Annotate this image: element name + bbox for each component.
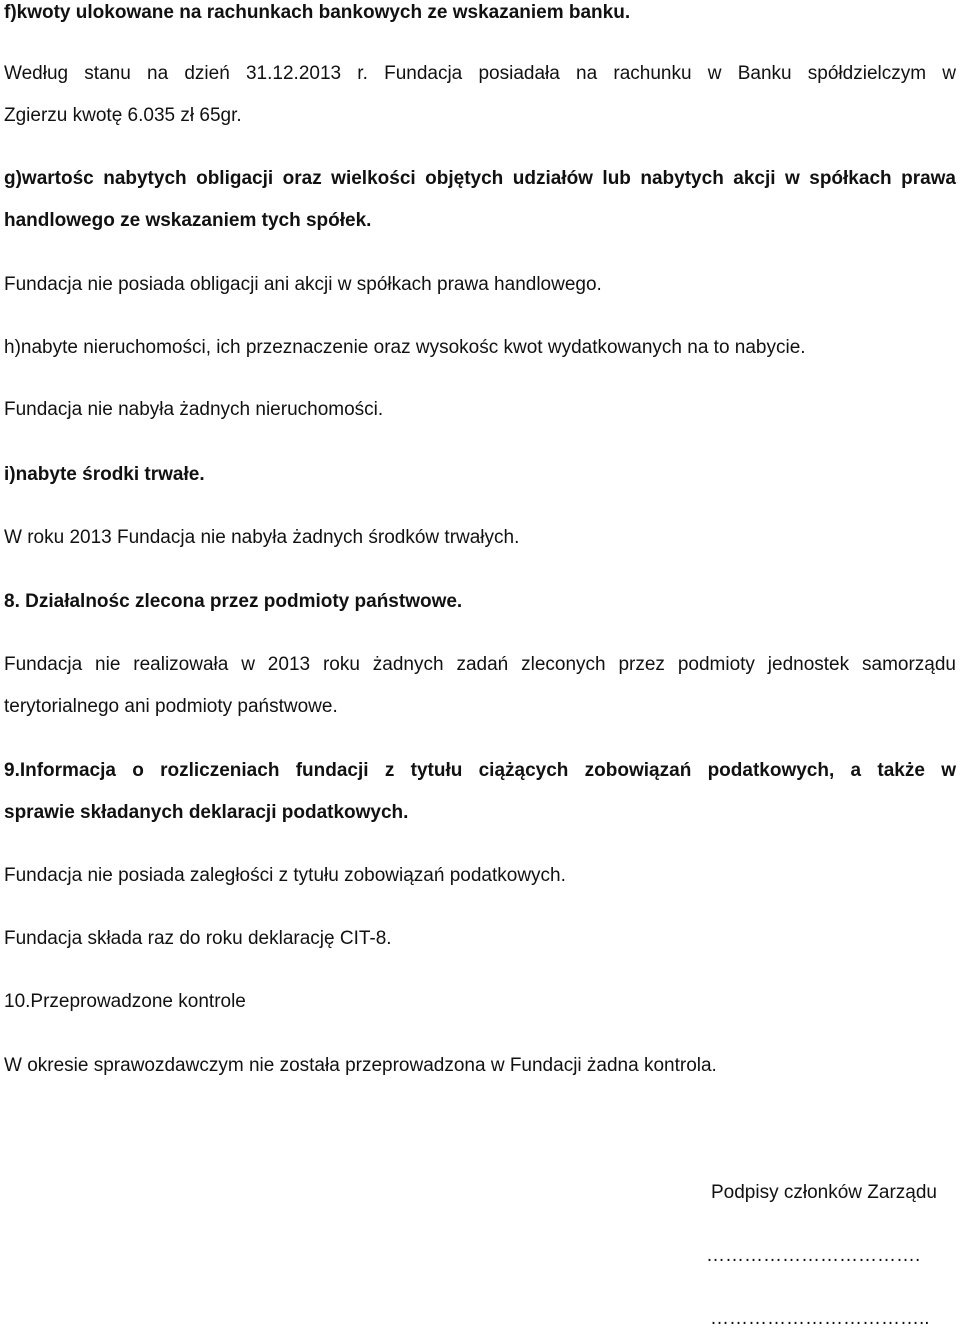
section-9-heading-line1: 9.Informacja o rozliczeniach fundacji z tytułu ciążących zobowiązań podatkowych, a także w <box>4 760 956 781</box>
section-i-text: W roku 2013 Fundacja nie nabyła żadnych środków trwałych. <box>4 527 520 548</box>
section-9-text-1: Fundacja nie posiada zaległości z tytułu zobowiązań podatkowych. <box>4 865 566 886</box>
section-9-heading-line2: sprawie składanych deklaracji podatkowych. <box>4 802 409 823</box>
section-8-heading: 8. Działalnośc zlecona przez podmioty państwowe. <box>4 591 463 612</box>
section-h-text: Fundacja nie nabyła żadnych nieruchomości. <box>4 399 384 420</box>
section-10-text: W okresie sprawozdawczym nie została przeprowadzona w Fundacji żadna kontrola. <box>4 1055 717 1076</box>
section-g-heading-line1: g)wartośc nabytych obligacji oraz wielkości objętych udziałów lub nabytych akcji w spółkach prawa <box>4 168 956 189</box>
section-f-text-line1: Według stanu na dzień 31.12.2013 r. Fundacja posiadała na rachunku w Banku spółdzielczym w <box>4 63 956 84</box>
signatures-label: Podpisy członków Zarządu <box>711 1182 937 1203</box>
section-8-text-line1: Fundacja nie realizowała w 2013 roku żadnych zadań zleconych przez podmioty jednostek samorządu <box>4 654 956 675</box>
section-10-heading: 10.Przeprowadzone kontrole <box>4 991 246 1012</box>
section-g-heading-line2: handlowego ze wskazaniem tych spółek. <box>4 210 372 231</box>
section-f-text-line2: Zgierzu kwotę 6.035 zł 65gr. <box>4 105 242 126</box>
section-i-heading: i)nabyte środki trwałe. <box>4 464 205 485</box>
section-8-text-line2: terytorialnego ani podmioty państwowe. <box>4 696 338 717</box>
section-f-heading: f)kwoty ulokowane na rachunkach bankowych ze wskazaniem banku. <box>4 2 631 23</box>
section-9-text-2: Fundacja składa raz do roku deklarację CIT-8. <box>4 928 392 949</box>
section-g-text: Fundacja nie posiada obligacji ani akcji w spółkach prawa handlowego. <box>4 274 602 295</box>
signature-line-1: ……………………………. <box>706 1245 921 1266</box>
section-h-heading: h)nabyte nieruchomości, ich przeznaczenie oraz wysokośc kwot wydatkowanych na to nabycie. <box>4 337 806 358</box>
signature-line-2: …………………………….. <box>710 1308 930 1329</box>
